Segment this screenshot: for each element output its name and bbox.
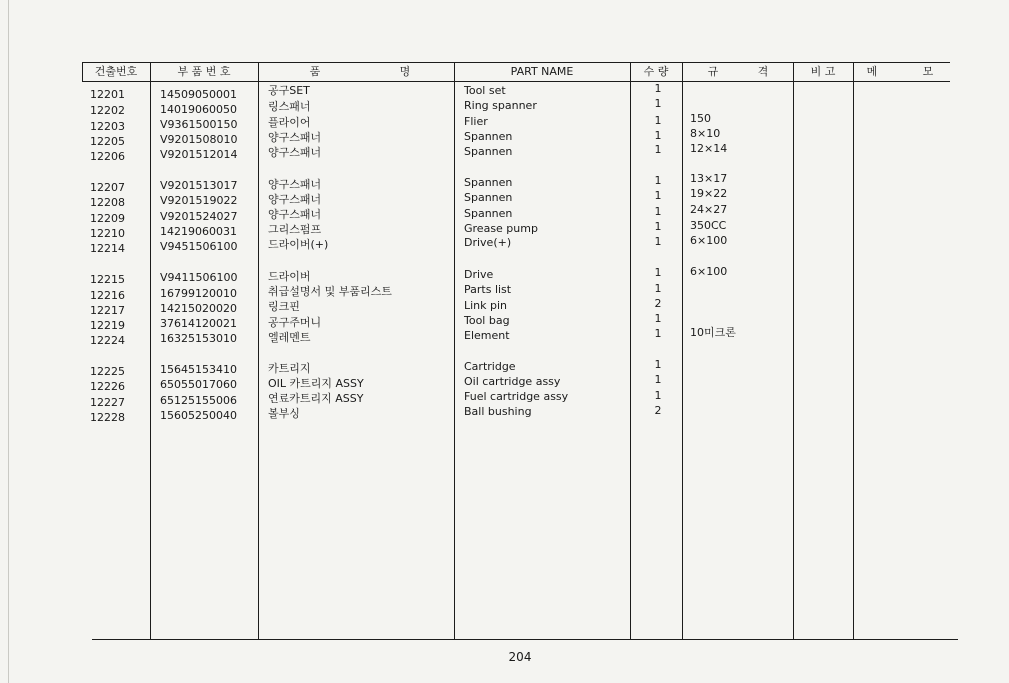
quantity: 1: [654, 129, 662, 142]
part-name: Spannen: [464, 176, 513, 189]
spec: 19×22: [690, 187, 728, 200]
korean-name: 양구스패너: [268, 131, 322, 144]
korean-name: 연료카트리지 ASSY: [268, 392, 364, 405]
header-bottom-rule: [82, 81, 950, 82]
quantity: 1: [654, 282, 662, 295]
part-name: Flier: [464, 115, 488, 128]
header-kor-name-1: 품: [309, 65, 321, 78]
item-code: 12209: [90, 212, 125, 225]
item-code: 12206: [90, 150, 125, 163]
korean-name: 플라이어: [268, 116, 311, 129]
part-number: 65055017060: [160, 378, 237, 391]
part-number: V9201524027: [160, 210, 238, 223]
quantity: 1: [654, 143, 662, 156]
quantity: 1: [654, 114, 662, 127]
part-name: Oil cartridge assy: [464, 375, 561, 388]
part-number: V9201512014: [160, 148, 238, 161]
part-name: Grease pump: [464, 222, 538, 235]
korean-name: 링스패너: [268, 100, 311, 113]
korean-name: 공구SET: [268, 84, 310, 97]
header-memo-1: 메: [866, 65, 878, 78]
part-name: Parts list: [464, 283, 512, 296]
spec: 13×17: [690, 172, 728, 185]
item-code: 12217: [90, 304, 125, 317]
part-number: 14215020020: [160, 302, 237, 315]
header-spec-2: 격: [757, 65, 769, 78]
quantity: 1: [654, 312, 662, 325]
part-number: V9361500150: [160, 118, 238, 131]
col-rule-4: [630, 62, 631, 640]
header-part-no: 부 품 번 호: [177, 65, 231, 78]
page-number: 204: [508, 650, 532, 664]
spec: 6×100: [690, 265, 728, 278]
part-name: Spannen: [464, 207, 513, 220]
korean-name: 양구스패너: [268, 146, 322, 159]
korean-name: 드라이버(+): [268, 238, 329, 251]
part-number: 15605250040: [160, 409, 237, 422]
part-number: 14219060031: [160, 225, 237, 238]
quantity: 1: [654, 82, 662, 95]
part-name: Tool bag: [464, 314, 510, 327]
part-name: Spannen: [464, 191, 513, 204]
item-code: 12219: [90, 319, 125, 332]
header-kor-name-2: 명: [399, 65, 411, 78]
quantity: 1: [654, 97, 662, 110]
korean-name: OIL 카트리지 ASSY: [268, 377, 364, 390]
part-name: Element: [464, 329, 510, 342]
item-code: 12214: [90, 242, 125, 255]
page-edge: [8, 0, 9, 683]
korean-name: 공구주머니: [268, 316, 322, 329]
quantity: 1: [654, 389, 662, 402]
item-code: 12226: [90, 380, 125, 393]
header-remark: 비 고: [810, 65, 836, 78]
korean-name: 그리스펌프: [268, 223, 322, 236]
spec: 150: [690, 112, 711, 125]
quantity: 1: [654, 205, 662, 218]
part-number: 65125155006: [160, 394, 237, 407]
part-name: Tool set: [464, 84, 506, 97]
item-code: 12201: [90, 88, 125, 101]
part-name: Ring spanner: [464, 99, 537, 112]
korean-name: 드라이버: [268, 270, 311, 283]
col-rule-1: [150, 62, 151, 640]
korean-name: 양구스패너: [268, 178, 322, 191]
korean-name: 양구스패너: [268, 208, 322, 221]
part-name: Link pin: [464, 299, 508, 312]
part-number: 16799120010: [160, 287, 237, 300]
quantity: 1: [654, 358, 662, 371]
item-code: 12228: [90, 411, 125, 424]
quantity: 1: [654, 174, 662, 187]
header-code: 건출번호: [94, 65, 138, 78]
table-bottom-rule: [92, 639, 958, 640]
item-code: 12202: [90, 104, 125, 117]
part-number: V9451506100: [160, 240, 238, 253]
spec: 350CC: [690, 219, 727, 232]
part-name: Fuel cartridge assy: [464, 390, 569, 403]
quantity: 1: [654, 373, 662, 386]
item-code: 12225: [90, 365, 125, 378]
korean-name: 양구스패너: [268, 193, 322, 206]
spec: 24×27: [690, 203, 728, 216]
quantity: 1: [654, 235, 662, 248]
quantity: 1: [654, 189, 662, 202]
col-rule-2: [258, 62, 259, 640]
korean-name: 엘레멘트: [268, 331, 311, 344]
col-rule-6: [793, 62, 794, 640]
item-code: 12205: [90, 135, 125, 148]
quantity: 1: [654, 327, 662, 340]
spec: 6×100: [690, 234, 728, 247]
quantity: 1: [654, 220, 662, 233]
part-name: Drive(+): [464, 236, 512, 249]
korean-name: 취급설명서 및 부품리스트: [268, 285, 392, 298]
part-name: Spannen: [464, 145, 513, 158]
part-number: V9201508010: [160, 133, 238, 146]
part-number: 16325153010: [160, 332, 237, 345]
header-qty: 수 량: [643, 65, 669, 78]
part-number: 14019060050: [160, 103, 237, 116]
part-name: Spannen: [464, 130, 513, 143]
part-name: Cartridge: [464, 360, 516, 373]
item-code: 12215: [90, 273, 125, 286]
part-number: V9411506100: [160, 271, 238, 284]
korean-name: 볼부싱: [268, 407, 300, 420]
item-code: 12224: [90, 334, 125, 347]
spec: 10미크론: [690, 326, 736, 339]
part-name: Ball bushing: [464, 405, 532, 418]
spec: 8×10: [690, 127, 721, 140]
item-code: 12207: [90, 181, 125, 194]
header-memo-2: 모: [922, 65, 934, 78]
quantity: 2: [654, 297, 662, 310]
item-code: 12203: [90, 120, 125, 133]
quantity: 2: [654, 404, 662, 417]
part-number: 37614120021: [160, 317, 237, 330]
korean-name: 링크핀: [268, 300, 300, 313]
quantity: 1: [654, 266, 662, 279]
item-code: 12210: [90, 227, 125, 240]
korean-name: 카트리지: [268, 362, 311, 375]
part-number: 15645153410: [160, 363, 237, 376]
col-rule-7: [853, 62, 854, 640]
header-part-name: PART NAME: [510, 65, 574, 78]
header-spec-1: 규: [707, 65, 719, 78]
item-code: 12227: [90, 396, 125, 409]
col-rule-5: [682, 62, 683, 640]
part-number: V9201519022: [160, 194, 238, 207]
part-name: Drive: [464, 268, 494, 281]
part-number: V9201513017: [160, 179, 238, 192]
part-number: 14509050001: [160, 88, 237, 101]
item-code: 12216: [90, 289, 125, 302]
item-code: 12208: [90, 196, 125, 209]
col-rule-3: [454, 62, 455, 640]
spec: 12×14: [690, 142, 728, 155]
